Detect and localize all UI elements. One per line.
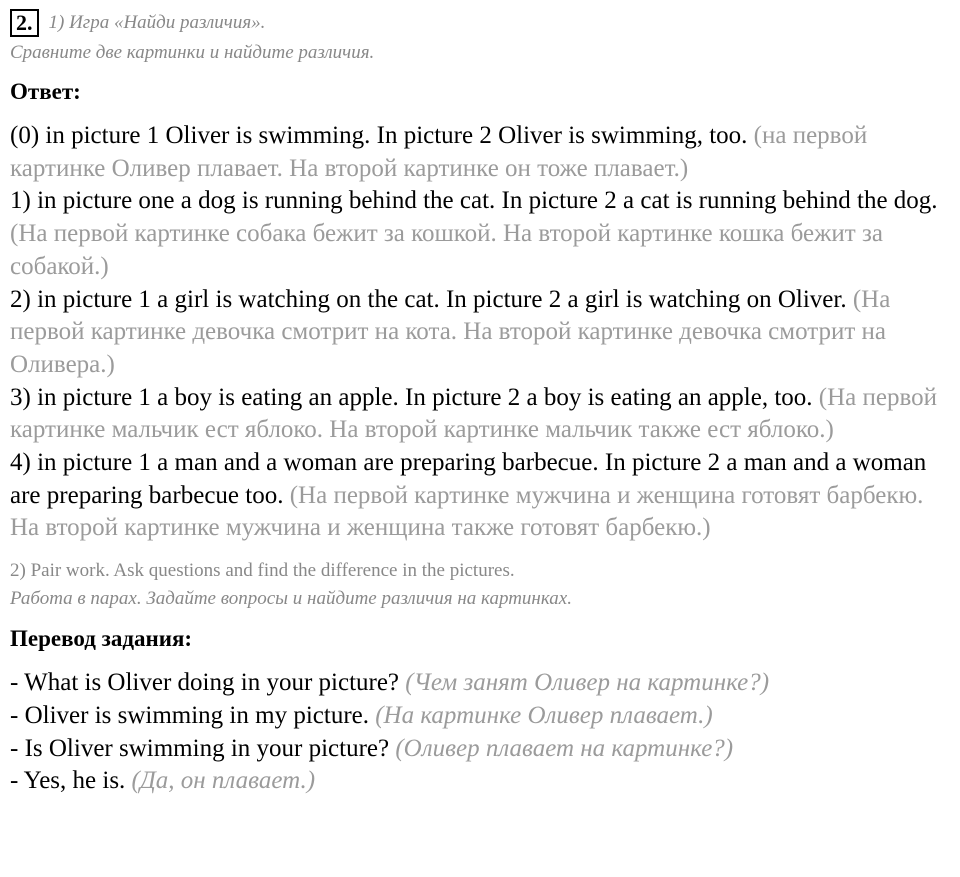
dialog-translation: (Чем занят Оливер на картинке?) bbox=[405, 669, 770, 697]
answer-english: 3) in picture 1 a boy is eating an apple. In picture 2 a boy is eating an apple, too. bbox=[10, 383, 813, 411]
answer-heading: Ответ: bbox=[10, 79, 81, 104]
dialog-translation: (Да, он плавает.) bbox=[131, 767, 316, 795]
answer-english: 1) in picture one a dog is running behind the cat. In picture 2 a cat is running behind the dog. bbox=[10, 187, 938, 215]
answer-translation: (На первой картинке мальчик ест яблоко. На второй картинке мальчик также ест яблоко.) bbox=[10, 383, 938, 444]
dialog-translation: (Оливер плавает на картинке?) bbox=[395, 734, 734, 762]
task-subtitle: Сравните две картинки и найдите различия. bbox=[10, 42, 375, 63]
translation-heading: Перевод задания: bbox=[10, 626, 193, 652]
exercise-page bbox=[10, 8, 955, 798]
answer-translation: (На первой картинке собака бежит за кошкой. На второй картинке кошка бежит за собакой.) bbox=[10, 220, 883, 280]
dialog-line-0 bbox=[10, 667, 955, 700]
answer-translation: (на первой картинке Оливер плавает. На второй картинке он тоже плавает.) bbox=[10, 122, 868, 182]
answer-english: 4) in picture 1 a man and a woman are preparing barbecue. In picture 2 a man and a woman are preparing barbecue too. bbox=[10, 449, 927, 509]
dialog-english: - Is Oliver swimming in your picture? bbox=[10, 734, 390, 762]
dialog-line-1 bbox=[10, 700, 955, 733]
dialog-line-3 bbox=[10, 765, 955, 798]
answer-item-0 bbox=[10, 120, 955, 185]
part2-title: 2) Pair work. Ask questions and find the difference in the pictures. bbox=[10, 560, 515, 582]
task-title: 1) Игра «Найди различия». bbox=[48, 12, 266, 33]
answer-item-2 bbox=[10, 284, 955, 382]
part2-subtitle: Работа в парах. Задайте вопросы и найдите различия на картинках. bbox=[10, 588, 572, 610]
answer-english: (0) in picture 1 Oliver is swimming. In picture 2 Oliver is swimming, too. bbox=[10, 122, 748, 149]
dialog-list bbox=[10, 667, 955, 798]
dialog-english: - Oliver is swimming in my picture. bbox=[10, 701, 369, 729]
answer-item-4 bbox=[10, 447, 955, 545]
part2-instructions bbox=[10, 557, 955, 613]
dialog-translation: (На картинке Оливер плавает.) bbox=[375, 701, 713, 729]
answer-translation: (На первой картинке девочка смотрит на кота. На второй картинке девочка смотрит на Оливера.) bbox=[10, 285, 891, 378]
task-header bbox=[10, 8, 955, 38]
answer-english: 2) in picture 1 a girl is watching on the cat. In picture 2 a girl is watching on Oliver. bbox=[10, 285, 847, 313]
answer-list bbox=[10, 120, 955, 545]
answer-item-1 bbox=[10, 185, 955, 283]
dialog-line-2 bbox=[10, 733, 955, 766]
answer-item-3 bbox=[10, 382, 955, 447]
task-number-box: 2. bbox=[10, 9, 39, 37]
dialog-english: - What is Oliver doing in your picture? bbox=[10, 669, 400, 697]
answer-translation: (На первой картинке мужчина и женщина готовят барбекю. На второй картинке мужчина и женщина также готовят барбекю.) bbox=[10, 481, 924, 542]
dialog-english: - Yes, he is. bbox=[10, 767, 126, 795]
